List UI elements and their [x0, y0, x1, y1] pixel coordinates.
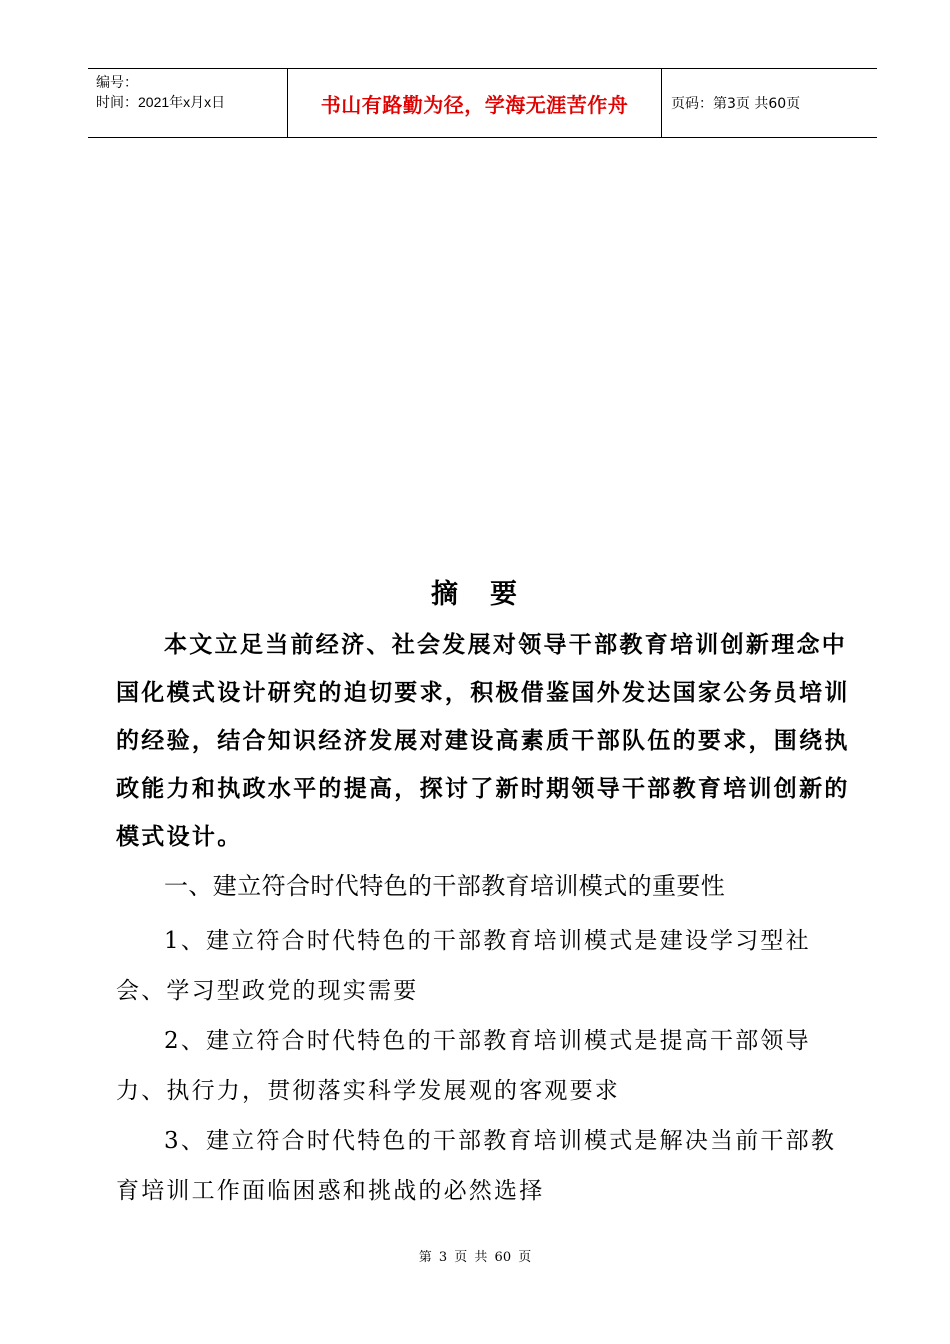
section-heading: 一、建立符合时代特色的干部教育培训模式的重要性 — [164, 872, 726, 900]
header-motto: 书山有路勤为径，学海无涯苦作舟 — [320, 92, 629, 117]
header-page-info: 页码：第3页 共60页 — [671, 96, 801, 112]
section-item: 2、建立符合时代特色的干部教育培训模式是提高干部领导力、执行力，贯彻落实科学发展观的客观要求 — [116, 1028, 811, 1104]
page-header — [88, 68, 877, 138]
abstract-title — [0, 572, 950, 611]
title-char-2: 要 — [490, 579, 519, 610]
section-item: 3、建立符合时代特色的干部教育培训模式是解决当前干部教育培训工作面临困惑和挑战的必然选择 — [116, 1128, 837, 1204]
title-char-1: 摘 — [431, 579, 460, 610]
abstract-paragraph: 本文立足当前经济、社会发展对领导干部教育培训创新理念中国化模式设计研究的迫切要求，积极借鉴国外发达国家公务员培训的经验，结合知识经济发展对建设高素质干部队伍的要求，围绕执政能力和执政水平的提高，探讨了新时期领导干部教育培训创新的模式设计。 — [116, 631, 850, 850]
document-number-label: 编号： — [96, 74, 138, 90]
header-page-info-cell — [662, 69, 877, 137]
header-motto-cell — [288, 69, 662, 137]
page-footer: 第 3 页 共 60 页 — [418, 1250, 532, 1265]
section-item: 1、建立符合时代特色的干部教育培训模式是建设学习型社会、学习型政党的现实需要 — [116, 928, 811, 1004]
document-date: 时间：2021年x月x日 — [96, 94, 226, 110]
header-meta — [88, 69, 288, 137]
